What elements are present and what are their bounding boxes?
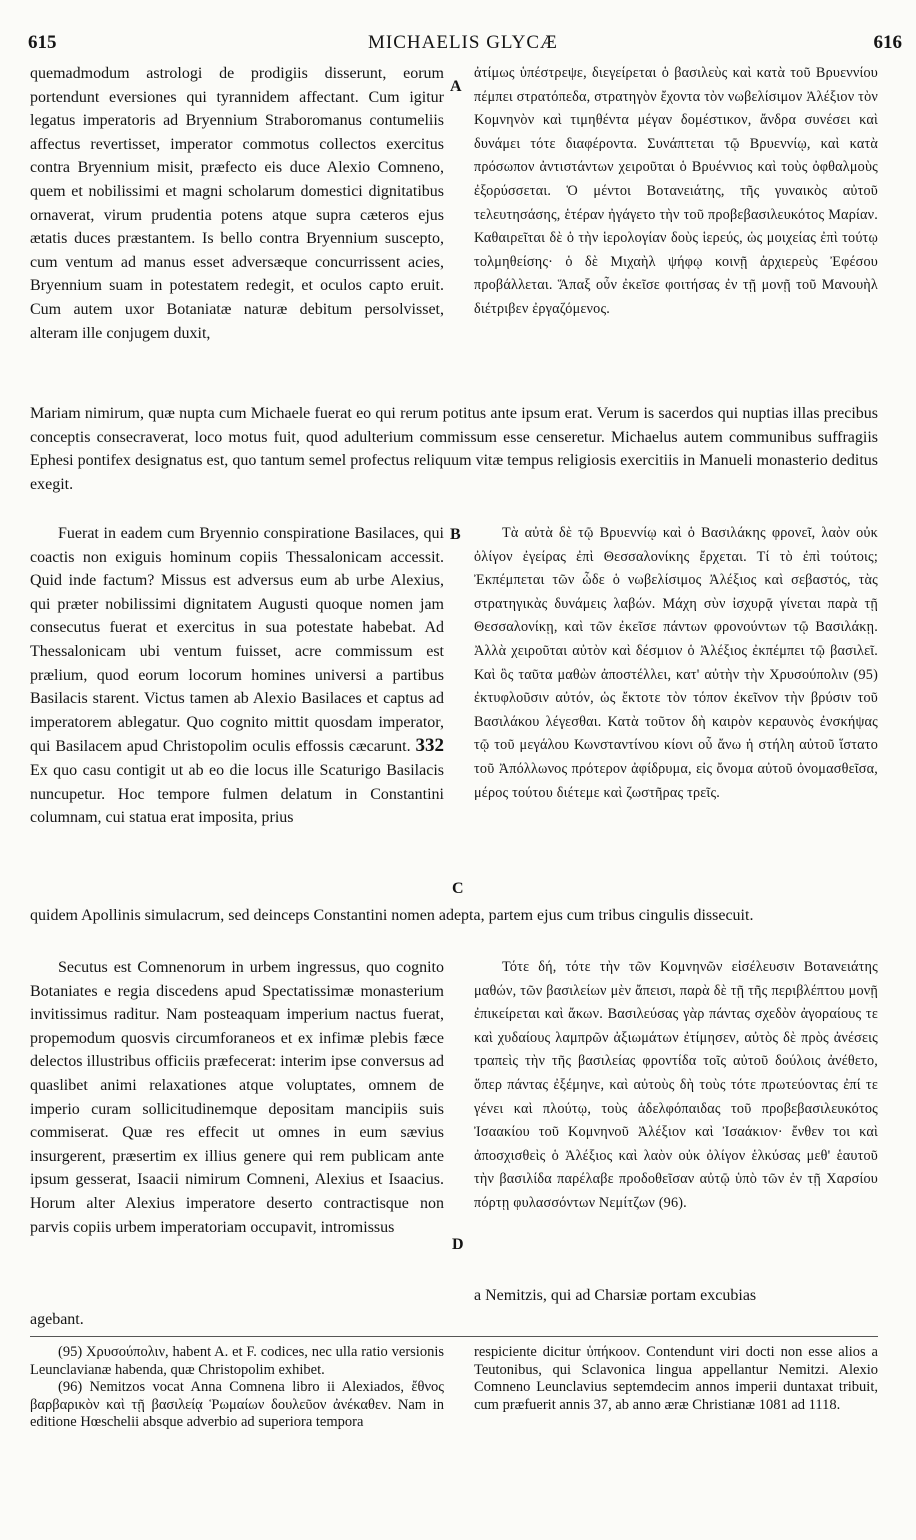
latin-column-b [30,522,444,830]
latin-fullwidth-a [30,402,878,496]
latin-last-line-d [30,1308,444,1332]
latin-column-d [30,956,444,1239]
page-number-right: 616 [873,32,902,53]
greek-text-b: Τὰ αὐτὰ δὲ τῷ Βρυεννίῳ καὶ ὁ Βασιλάκης φρονεῖ, λαὸν οὐκ ὀλίγον ἐγείρας ἐπὶ Θεσσαλονίκης ἔρχεται. Τί τὸ ἐπὶ τούτοις; Ἐκπέμπεται τῶν ὧδε ὁ νωβελίσιμος Ἀλέξιος καὶ σεβαστός, τὰς στρατηγικὰς δυνάμεις λαβών. Μάχη σὺν ἰσχυρᾷ γίνεται παρὰ τῇ Θεσσαλονίκῃ, καὶ τῶν ἐκεῖσε πάντων φρονούντων τῷ Βασιλάκῃ. Ἀλλὰ χειροῦται αὐτὸν καὶ δέσμιον ὁ Ἀλέξιος ἐκπέμπει τῷ βασιλεῖ. Καὶ ὃς ταῦτα μαθὼν ἀποστέλλει, κατ' αὐτὴν τὴν Χρυσούπολιν (95) ἐκτυφλοῦσιν αὐτόν, ὡς ἔκτοτε τὸν τόπον ἐκεῖνον τὴν βρύσιν τοῦ Βασιλάκου λέγεσθαι. Κατὰ τοῦτον δὴ καιρὸν κεραυνὸς ἐνσκήψας τῷ τοῦ μεγάλου Κωνσταντίνου κίονι οὗ ἄνω ἡ στήλη αὐτοῦ ἵστατο τοῦ Ἀπόλλωνος πρότερον ἀφίδρυμα, εἰς ὄνομα αὐτοῦ ὀνομασθεῖσα, μέρος τούτου διέτεμε καὶ ζωστῆρας τρεῖς. [474,525,878,801]
greek-text-d: Τότε δή, τότε τὴν τῶν Κομνηνῶν εἰσέλευσιν Βοτανειάτης μαθών, τῶν βασιλείων μὲν ἄπεισι, παρὰ δὲ τῇ τῆς περιβλέπτου μονῇ ἐπικείρεται καὶ ἄκων. Βασιλεύσας γὰρ πάντας σχεδὸν ἀγοραίους τε καὶ χυδαίους λαμπρῶν ἀξιωμάτων ἐτίμησεν, αὐτὸς δὲ πρὸς ἀνέσεις τραπεὶς τὴν τῆς βασιλείας φροντίδα τοῖς αὐτοῦ δούλοις ἀνέθετο, ὅπερ πάντας ἐξέμηνε, καὶ αὐτοὺς δὴ τοὺς τότε πρωτεύοντας ἐπί τε γένει καὶ πλούτῳ, τοὺς ἀδελφόπαιδας τοῦ προβεβασιλευκότος Ἰσαακίου τοῦ Κομνηνοῦ Ἀλέξιον καὶ Ἰσαάκιον· ἔνθεν τοι καὶ ἀποσχισθεὶς ὁ Ἀλέξιος καὶ λαὸν οὐκ ὀλίγον ἑλκύσας μεθ' ἑαυτοῦ τὴν βασιλίδα παρέλαβε προδοθεῖσαν αὐτῷ ὑπὸ τῶν ἐν τῇ Χαρσίου πόρτῃ φυλασσόντων Νεμίτζων (96). [474,959,878,1211]
footnotes-left [30,1344,444,1432]
latin-text-b-after: Ex quo casu contigit ut ab eo die locus ille Scaturigo Basilacis nuncupetur. Hoc tempore fulmen delatum in Constantini columnam, cui statua erat imposita, prius [30,761,444,827]
footnote-divider [30,1336,878,1337]
greek-column-a [474,62,878,322]
footnotes-right [474,1344,878,1414]
latin-continuation-a: Mariam nimirum, quæ nupta cum Michaele fuerat eo qui rerum potitus ante ipsum erat. Verum is sacerdos qui nuptias illas precibus conceptis consecraverat, loco motus fuit, quod adulterium commissum esse censeretur. Michaelus autem communibus suffragiis Ephesi pontifex designatus est, quo tantum semel profectus reliquum vitæ tempus religiosis exercitiis in Manueli monasterio deditus exegit. [30,405,878,493]
latin-last-line-text: agebant. [30,1311,84,1328]
section-marker-b: B [450,526,461,543]
greek-text-a: ἀτίμως ὑπέστρεψε, διεγείρεται ὁ βασιλεὺς καὶ κατὰ τοῦ Βρυεννίου πέμπει στρατόπεδα, στρατηγὸν ἔχοντα τὸν νωβελίσιμον Ἀλέξιον τὸν Κομνηνὸν καὶ τιμηθέντα μέγαν δομέστικον, ἄνδρα συνέσει καὶ δυνάμει τότε διαφέροντα. Συνάπτεται τῷ Βρυεννίῳ, καὶ κατὰ πρόσωπον ἀντιστάντων χειροῦται ὁ Βρυέννιος καὶ τοὺς ὀφθαλμοὺς ἐξορύσσεται. Ὁ μέντοι Βοτανειάτης, τῆς γυναικὸς αὐτοῦ τελευτησάσης, ἑτέραν ἠγάγετο τὴν τοῦ προβεβασιλευκότος Μαρίαν. Καθαιρεῖται δὲ ὁ τὴν ἱερολογίαν δοὺς ἱερεύς, ὡς μοιχείας ἐπὶ τούτῳ τολμηθείσης· ὁ δὲ Μιχαὴλ ψήφῳ κοινῇ ἀρχιερεὺς Ἐφέσου προβάλλεται. Ἅπαξ οὖν ἐκεῖσε φοιτήσας ἐν τῇ μονῇ τοῦ Μανουὴλ διέτριβεν ἐργαζόμενος. [474,65,878,317]
latin-continuation-d [474,1284,878,1308]
latin-text-d: Secutus est Comnenorum in urbem ingressus, quo cognito Botaniates e regia discedens apud Spectatissimæ monasterium invitissimus raditur. Nam posteaquam imperium nactus fuerat, propemodum quosvis circumforaneos et ex infimæ plebis fæce delectos illustribus officiis præfecerat: interim ipse conversus ad quaslibet animi relaxationes atque voluptates, omnem de imperio curam sollicitudinemque depositam mancipiis suis commiserat. Quæ res effecit ut omnes in eum sævius insurgerent, præsertim ex illius genere qui rem publicam ante ipsum gesserat, Isaacii nimirum Comneni, Alexius et Isaacius. Horum alter Alexius imperatore deserto contractisque non parvis copiis urbem imperatoriam occupavit, intromissus [30,959,444,1236]
footnote-96-continued: respiciente dicitur ὑπήκοον. Contendunt viri docti non esse alios a Teutonibus, qui Sclavonica lingua appellantur Nemitzi. Alexio Comneno Leunclavius septemdecim annos imperii duntaxat tribuit, cum præfuerit annis 37, ab anno æræ Christianæ 1081 ad 1118. [474,1344,878,1413]
section-marker-d: D [452,1236,464,1253]
latin-fullwidth-c [30,904,878,928]
section-marker-a: A [450,78,462,95]
running-header [28,32,902,58]
latin-text-b-before: Fuerat in eadem cum Bryennio conspiratione Basilaces, qui coactis non exiguis hominum copiis Thessalonicam accessit. Quid inde factum? Missus est adversus eum ab urbe Alexius, qui præter nobilissimi dignitatem Augusti quoque nomen jam consecutus fuerat et exercitus in sua potestate habebat. Ad Thessalonicam ubi ventum fuisset, acre commissum est prælium, quod eorum locorum homines universi a partibus Basilacis starent. Victus tamen ab Alexio Basilaces et captus ad imperatorem ablegatur. Quo cognito mittit quosdam imperator, qui Basilacem apud Christopolim oculis effossis cæcarunt. [30,525,444,756]
greek-column-d [474,956,878,1216]
section-marker-c: C [452,880,464,897]
greek-column-b [474,522,878,805]
footnote-96: (96) Nemitzos vocat Anna Comnena libro ii Alexiados, ἔθνος βαρβαρικὸν καὶ τῇ βασιλείᾳ Ῥωμαίων δουλεῦον ἀνέκαθεν. Nam in editione Hœschelii absque adverbio ad superiora tempora [30,1379,444,1430]
page-number-left: 615 [28,32,57,53]
footnote-95: (95) Χρυσούπολιν, habent A. et F. codices, nec ulla ratio versionis Leunclavianæ habenda, quæ Christopolim exhibet. [30,1344,444,1378]
latin-text-a: quemadmodum astrologi de prodigiis disserunt, eorum portendunt eversiones qui tyrannidem affectant. Cum igitur legatus imperatoris ad Bryennium Straboromanus contumeliis affectus revertisset, imperator commotus collectos exercitus contra Bryennium misit, præfecto eis duce Alexio Comneno, quem et nobilissimi et magni scholarum domestici dignitatibus ornaverat, virum prudentia potens atque supra cæteros ejus ætatis duces præstantem. Is bello contra Bryennium suscepto, cum ventum ad manus esset adversæque concurrissent acies, Bryennium suam in potestatem redegit, et oculos capto eruit. Cum autem uxor Botaniatæ naturæ debitum persolvisset, alteram ille conjugem duxit, [30,65,444,342]
running-title: MICHAELIS GLYCÆ [368,32,558,53]
latin-column-a [30,62,444,345]
latin-text-c: quidem Apollinis simulacrum, sed deinceps Constantini nomen adepta, partem ejus cum tribus cingulis dissecuit. [30,907,754,924]
page-reference: 332 [415,735,445,757]
latin-text-b [30,522,444,830]
latin-continuation-d-text: a Nemitzis, qui ad Charsiæ portam excubias [474,1287,757,1304]
